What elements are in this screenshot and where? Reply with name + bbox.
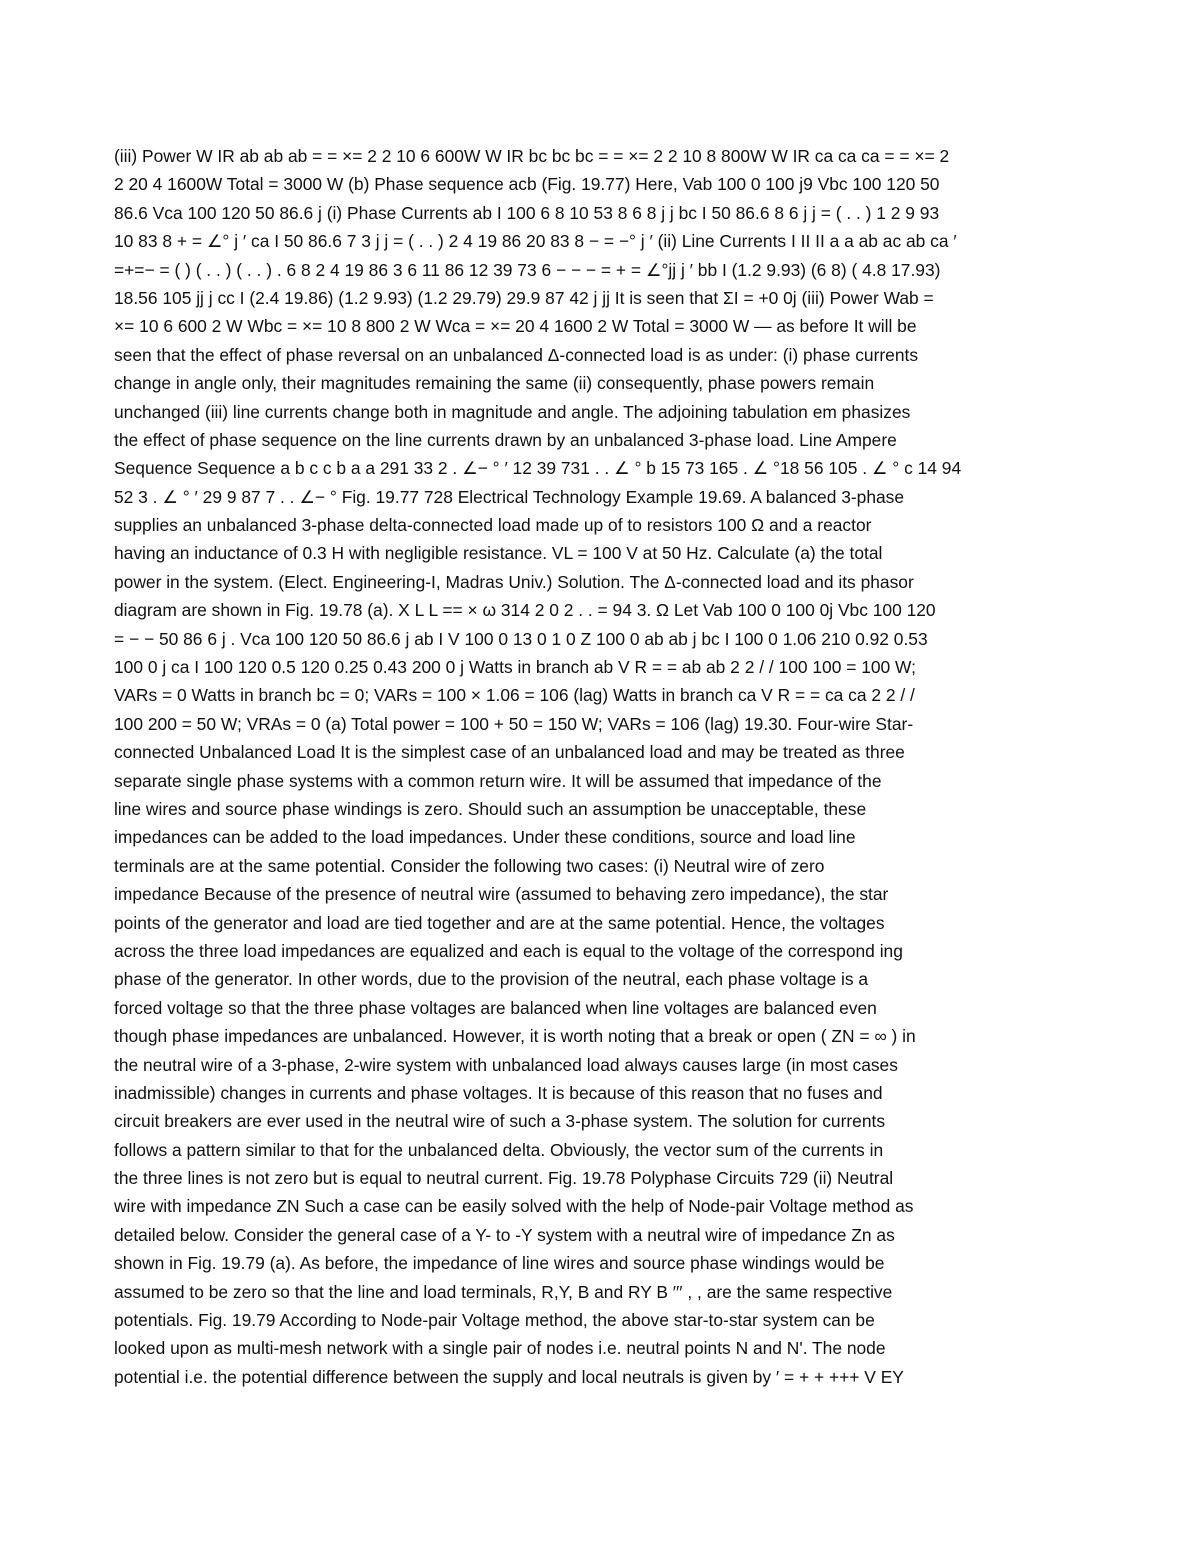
text-line: change in angle only, their magnitudes remaining the same (ii) consequently, phase powers remain [114,373,875,394]
text-line: potentials. Fig. 19.79 According to Node-pair Voltage method, the above star-to-star system can be [114,1310,875,1331]
text-line: the three lines is not zero but is equal to neutral current. Fig. 19.78 Polyphase Circuits 729 (ii) Neutral [114,1168,894,1189]
text-line: points of the generator and load are tied together and are at the same potential. Hence, the voltages [114,912,885,933]
document-body [114,142,1064,1391]
text-line: impedances can be added to the load impedances. Under these conditions, source and load line [114,827,856,848]
text-line: unchanged (iii) line currents change both in magnitude and angle. The adjoining tabulation em phasizes [114,401,911,422]
text-line: 100 200 = 50 W; VRAs = 0 (a) Total power = 100 + 50 = 150 W; VARs = 106 (lag) 19.30. Four-wire Star- [114,713,914,734]
text-line: connected Unbalanced Load It is the simplest case of an unbalanced load and may be treated as three [114,742,905,763]
text-line: impedance Because of the presence of neutral wire (assumed to behaving zero impedance), the star [114,884,889,905]
text-line: though phase impedances are unbalanced. However, it is worth noting that a break or open ( ZN = ∞ ) in [114,1026,916,1047]
text-line: 52 3 . ∠ ° ′ 29 9 87 7 . . ∠− ° Fig. 19.77 728 Electrical Technology Example 19.69. A balanced 3-phase [114,486,905,507]
text-line: VARs = 0 Watts in branch bc = 0; VARs = 100 × 1.06 = 106 (lag) Watts in branch ca V R = = ca ca 2 2 / / [114,685,915,706]
text-line: diagram are shown in Fig. 19.78 (a). X L L == × ω 314 2 0 2 . . = 94 3. Ω Let Vab 100 0 100 0j Vbc 100 120 [114,600,936,621]
text-line: wire with impedance ZN Such a case can be easily solved with the help of Node-pair Voltage method as [114,1196,914,1217]
text-line: assumed to be zero so that the line and load terminals, R,Y, B and RY B ′′′ , , are the same respective [114,1281,893,1302]
text-line: the neutral wire of a 3-phase, 2-wire system with unbalanced load always causes large (in most cases [114,1054,898,1075]
text-line: follows a pattern similar to that for the unbalanced delta. Obviously, the vector sum of the currents in [114,1139,884,1160]
text-line: circuit breakers are ever used in the neutral wire of such a 3-phase system. The solution for currents [114,1111,886,1132]
text-line: having an inductance of 0.3 H with negligible resistance. VL = 100 V at 50 Hz. Calculate (a) the total [114,543,883,564]
text-line: forced voltage so that the three phase voltages are balanced when line voltages are balanced even [114,997,877,1018]
text-line: supplies an unbalanced 3-phase delta-connected load made up of to resistors 100 Ω and a reactor [114,515,872,536]
text-line: the effect of phase sequence on the line currents drawn by an unbalanced 3-phase load. Line Ampere [114,429,897,450]
text-line: separate single phase systems with a common return wire. It will be assumed that impedance of the [114,770,882,791]
text-line: ×= 10 6 600 2 W Wbc = ×= 10 8 800 2 W Wca = ×= 20 4 1600 2 W Total = 3000 W — as before It will be [114,316,917,337]
text-line: 86.6 Vca 100 120 50 86.6 j (i) Phase Currents ab I 100 6 8 10 53 8 6 8 j j bc I 50 86.6 8 6 j j = ( . . ) 1 2 9 93 [114,202,940,223]
text-line: 100 0 j ca I 100 120 0.5 120 0.25 0.43 200 0 j Watts in branch ab V R = = ab ab 2 2 / / 100 100 = 100 W; [114,657,916,678]
text-line: = − − 50 86 6 j . Vca 100 120 50 86.6 j ab I V 100 0 13 0 1 0 Z 100 0 ab ab j bc I 100 0 1.06 210 0.92 0.53 [114,628,928,649]
text-line: =+=− = ( ) ( . . ) ( . . ) . 6 8 2 4 19 86 3 6 11 86 12 39 73 6 − − − = + = ∠°jj j ′ bb I (1.2 9.93) (6 8) ( 4.8 17.93) [114,259,941,280]
text-line: 18.56 105 jj j cc I (2.4 19.86) (1.2 9.93) (1.2 29.79) 29.9 87 42 j jj It is seen that ΣI = +0 0j (iii) Power Wab = [114,287,934,308]
text-line: power in the system. (Elect. Engineering-I, Madras Univ.) Solution. The Δ-connected load and its phasor [114,571,914,592]
text-line: detailed below. Consider the general case of a Y- to -Y system with a neutral wire of impedance Zn as [114,1224,895,1245]
text-line: Sequence Sequence a b c c b a a 291 33 2 . ∠− ° ′ 12 39 731 . . ∠ ° b 15 73 165 . ∠ °18 56 105 . ∠ ° c 14 94 [114,458,962,479]
text-line: line wires and source phase windings is zero. Should such an assumption be unacceptable, these [114,798,867,819]
text-line: inadmissible) changes in currents and phase voltages. It is because of this reason that no fuses and [114,1082,883,1103]
text-line: looked upon as multi-mesh network with a single pair of nodes i.e. neutral points N and N'. The node [114,1338,886,1359]
text-line: (iii) Power W IR ab ab ab = = ×= 2 2 10 6 600W W IR bc bc bc = = ×= 2 2 10 8 800W W IR ca ca ca = = ×= 2 [114,146,950,166]
text-line: potential i.e. the potential difference between the supply and local neutrals is given by ′ = + + +++ V EY [114,1366,904,1387]
text-line: phase of the generator. In other words, due to the provision of the neutral, each phase voltage is a [114,969,869,990]
text-line: 10 83 8 + = ∠° j ′ ca I 50 86.6 7 3 j j = ( . . ) 2 4 19 86 20 83 8 − = −° j ′ (ii) Line Currents I II II a a ab ac ab ca ′ [114,231,957,252]
text-line: shown in Fig. 19.79 (a). As before, the impedance of line wires and source phase windings would be [114,1253,885,1274]
text-line: terminals are at the same potential. Consider the following two cases: (i) Neutral wire of zero [114,855,825,876]
text-line: 2 20 4 1600W Total = 3000 W (b) Phase sequence acb (Fig. 19.77) Here, Vab 100 0 100 j9 Vbc 100 120 50 [114,174,940,195]
text-line: across the three load impedances are equalized and each is equal to the voltage of the correspond ing [114,940,903,961]
text-line: seen that the effect of phase reversal on an unbalanced Δ-connected load is as under: (i) phase currents [114,344,919,365]
